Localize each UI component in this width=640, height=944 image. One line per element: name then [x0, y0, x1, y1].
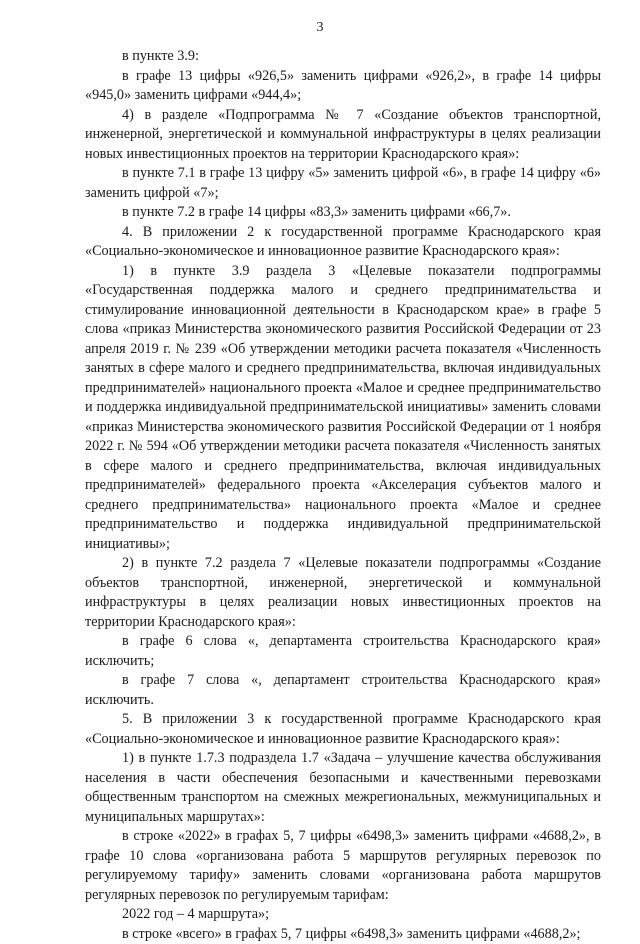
paragraph: 1) в пункте 3.9 раздела 3 «Целевые показатели подпрограммы «Государственная поддержка малого и среднего предпринимательства и стимулирование инновационной деятельности в Краснодарском крае» в графе 5 слова «приказ Министерства экономического развития Российской Федерации от 23 апреля 2019 г. № 239 «Об утверждении методики расчета показателя «Численность занятых в сфере малого и среднего предпринимательства, включая индивидуальных предпринимателей» национального проекта «Малое и среднее предпринимательство и поддержка индивидуальной предпринимательской инициативы» заменить словами «приказ Министерства экономического развития Российской Федерации от 1 ноября 2022 г. № 594 «Об утверждении методики расчета показателя «Численность занятых в сфере малого и среднего предпринимательства, включая индивидуальных предпринимателей» федерального проекта «Акселерация субъектов малого и среднего предпринимательства» национального проекта «Малое и среднее предпринимательство и поддержка индивидуальной предпринимательской инициативы»;: [85, 262, 601, 555]
paragraph: в пункте 7.1 в графе 13 цифру «5» заменить цифрой «6», в графе 14 цифру «6» заменить цифрой «7»;: [85, 164, 601, 203]
page-number: 3: [0, 18, 640, 38]
paragraph: 5. В приложении 3 к государственной программе Краснодарского края «Социально-экономическое и инновационное развитие Краснодарского края»:: [85, 710, 601, 749]
paragraph: 2) в пункте 7.2 раздела 7 «Целевые показатели подпрограммы «Создание объектов транспортной, инженерной, энергетической и коммунальной инфраструктуры в целях реализации новых инвестиционных проектов на территории Краснодарского края»:: [85, 554, 601, 632]
paragraph: в графе 6 слова «, департамента строительства Краснодарского края» исключить;: [85, 632, 601, 671]
document-body: [85, 47, 601, 944]
paragraph: 2022 год – 4 маршрута»;: [85, 905, 601, 925]
paragraph: в графе 13 цифры «926,5» заменить цифрами «926,2», в графе 14 цифры «945,0» заменить цифрами «944,4»;: [85, 67, 601, 106]
paragraph: в строке «всего» в графах 5, 7 цифры «6498,3» заменить цифрами «4688,2»;: [85, 925, 601, 944]
paragraph: 4) в разделе «Подпрограмма № 7 «Создание объектов транспортной, инженерной, энергетической и коммунальной инфраструктуры в целях реализации новых инвестиционных проектов на территории Краснодарского края»:: [85, 106, 601, 165]
paragraph: 4. В приложении 2 к государственной программе Краснодарского края «Социально-экономическое и инновационное развитие Краснодарского края»:: [85, 223, 601, 262]
paragraph: в пункте 3.9:: [85, 47, 601, 67]
paragraph: 1) в пункте 1.7.3 подраздела 1.7 «Задача – улучшение качества обслуживания населения в части обеспечения безопасными и качественными перевозками общественным транспортом на смежных межрегиональных, межмуниципальных и муниципальных маршрутах»:: [85, 749, 601, 827]
paragraph: в пункте 7.2 в графе 14 цифры «83,3» заменить цифрами «66,7».: [85, 203, 601, 223]
paragraph: в графе 7 слова «, департамент строительства Краснодарского края» исключить.: [85, 671, 601, 710]
paragraph: в строке «2022» в графах 5, 7 цифры «6498,3» заменить цифрами «4688,2», в графе 10 слова «организована работа 5 маршрутов регулярных перевозок по регулируемому тарифу» заменить словами «организована работа маршрутов регулярных перевозок по регулируемым тарифам:: [85, 827, 601, 905]
